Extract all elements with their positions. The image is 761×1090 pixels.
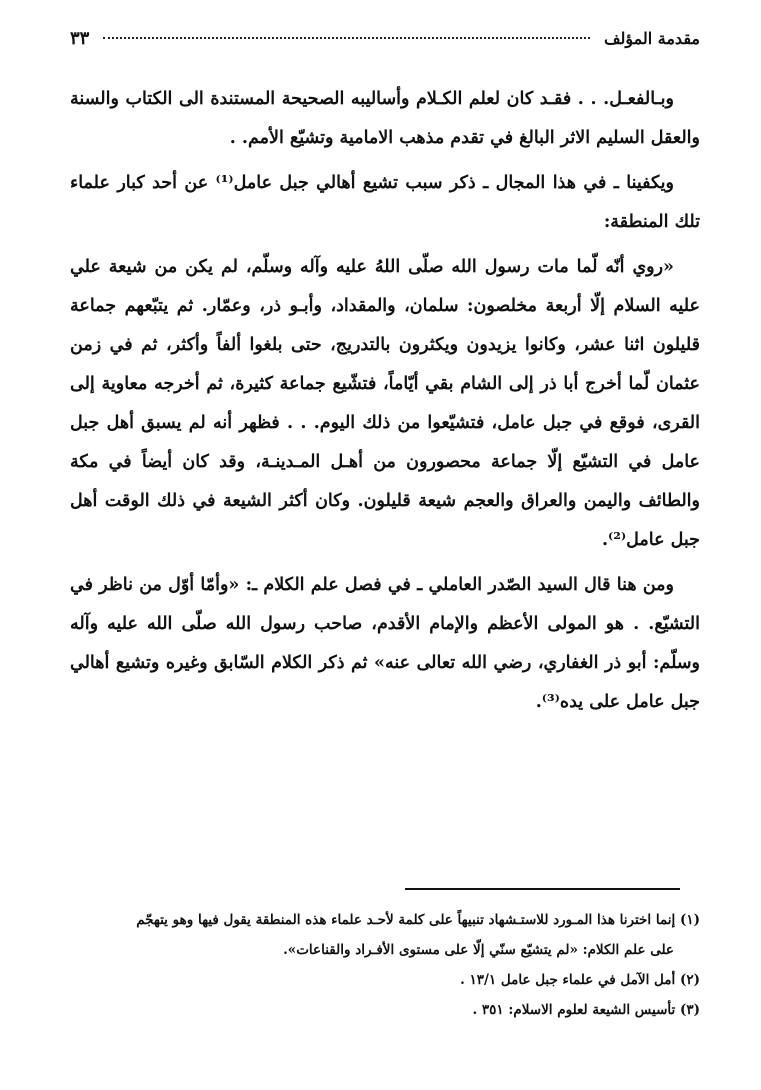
footnote-rule xyxy=(405,888,680,890)
running-head xyxy=(70,28,700,58)
footnotes xyxy=(70,905,700,1025)
footnote-3: (٣) تأسيس الشيعة لعلوم الاسلام: ٣٥١ . xyxy=(472,1002,700,1018)
footnote-1-continued: على علم الكلام: «لم يتشيّع سنّي إلّا على مستوى الأفـراد والقناعات». xyxy=(283,942,674,958)
paragraph-3-quote: «روي أنّه لّما مات رسول الله صلّى اللهُ عليه وآله وسلّم، لم يكن من شيعة علي عليه السلام إلّا أربعة مخلصون: سلمان، والمقداد، وأبـو ذر، وعمّار. ثم يتبّعهم جماعة قليلون اثنا عشر، وكانوا يزيدون ويكثرون بالتدريج، حتى بلغوا ألفاً وأكثر، ثم في زمن عثمان لّما أخرج أبا ذر إلى الشام بقي أيّاماً، فتشّيع جماعة كثيرة، ثم أخرجه معاوية إلى القرى، فوقع في جبل عامل، فتشيّعوا من ذلك اليوم. . . فظهر أنه لم يسبق أهل جبل عامل في التشيّع إلّا جماعة محصورون من أهـل المـدينـة، وقد كان أيضاً في مكة والطائف واليمن والعراق والعجم شيعة قليلون. وكان أكثر الشيعة في ذلك الوقت أهل جبل عامل⁽²⁾. xyxy=(70,257,700,550)
paragraph-1: وبـالفعـل. . . فقـد كان لعلم الكـلام وأساليبه الصحيحة المستندة الى الكتاب والسنة والعقل السليم الاثر البالغ في تقدم مذهب الامامية وتشيّع الأمم. . xyxy=(70,89,700,148)
footnote-2: (٢) أمل الآمل في علماء جبل عامل ١٣/١ . xyxy=(460,972,700,988)
chapter-title: مقدمة المؤلف xyxy=(603,29,700,48)
paragraph-2: ويكفينا ـ في هذا المجال ـ ذكر سبب تشيع أهالي جبل عامل⁽¹⁾ عن أحد كبار علماء تلك المنطقة: xyxy=(70,173,700,232)
footnote-1: (١) إنما اخترنا هذا المـورد للاستـشهاد تنبيهاً على كلمة لأحـد علماء هذه المنطقة يقول فيها وهو يتهجّم xyxy=(136,912,700,928)
page-number: ٣٣ xyxy=(70,28,90,49)
page xyxy=(70,28,700,728)
leader-dots xyxy=(103,37,590,39)
body-text xyxy=(70,80,700,722)
paragraph-4: ومن هنا قال السيد الصّدر العاملي ـ في فصل علم الكلام ـ: «وأمّا أوّل من ناظر في التشيّع. . هو المولى الأعظم والإمام الأقدم، صاحب رسول الله صلّى الله عليه وآله وسلّم: أبو ذر الغفاري، رضي الله تعالى عنه» ثم ذكر الكلام السّابق وغيره وتشيع أهالي جبل عامل على يده⁽³⁾. xyxy=(70,575,700,712)
